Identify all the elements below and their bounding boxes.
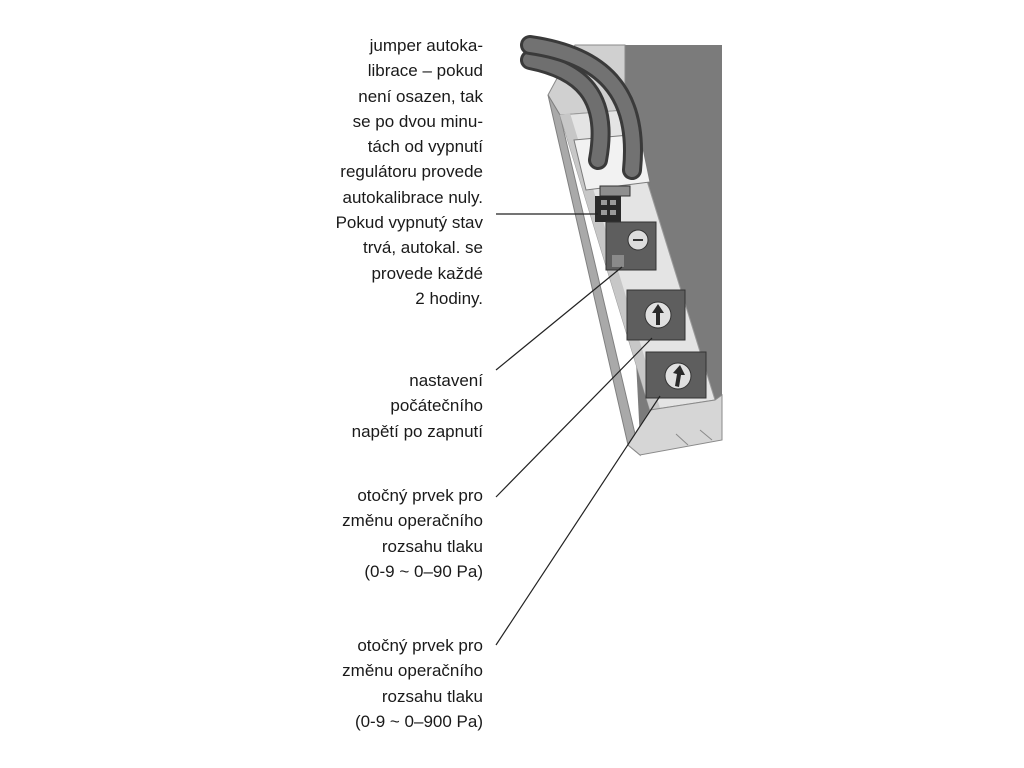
callout-line: změnu operačního: [342, 661, 483, 681]
callout-line: librace – pokud: [367, 61, 483, 81]
callout-line: počátečního: [390, 396, 483, 416]
callout-line: trvá, autokal. se: [362, 238, 483, 258]
callout-line: nastavení: [409, 371, 483, 390]
jumper-pins: [600, 186, 630, 196]
jumper-slot: [610, 200, 616, 205]
callout-line: se po dvou minu-: [352, 111, 483, 131]
jumper-slot: [601, 210, 607, 215]
callout-line: Pokud vypnutý stav: [335, 213, 483, 233]
callout-line: tách od vypnutí: [367, 137, 483, 157]
callout-line: otočný prvek pro: [357, 486, 483, 505]
callout-line: autokalibrace nuly.: [342, 187, 483, 207]
leader-line-range-900: [496, 396, 660, 645]
callout-line: rozsahu tlaku: [381, 536, 483, 556]
callout-line: otočný prvek pro: [357, 636, 483, 655]
callout-line: regulátoru provede: [340, 162, 483, 182]
callout-line: není osazen, tak: [358, 86, 483, 106]
callout-line: (0-9 ~ 0–90 Pa): [364, 561, 483, 581]
callout-line: 2 hodiny.: [415, 288, 483, 308]
callout-line: jumper autoka-: [369, 36, 483, 55]
voltage-trimmer-pad: [612, 255, 624, 267]
callout-line: napětí po zapnutí: [351, 421, 483, 441]
callout-line: změnu operačního: [342, 511, 483, 531]
jumper-connector: [595, 196, 621, 222]
callout-line: provede každé: [371, 263, 483, 283]
jumper-slot: [610, 210, 616, 215]
callout-line: rozsahu tlaku: [381, 686, 483, 706]
callout-line: (0-9 ~ 0–900 Pa): [354, 711, 483, 731]
jumper-slot: [601, 200, 607, 205]
